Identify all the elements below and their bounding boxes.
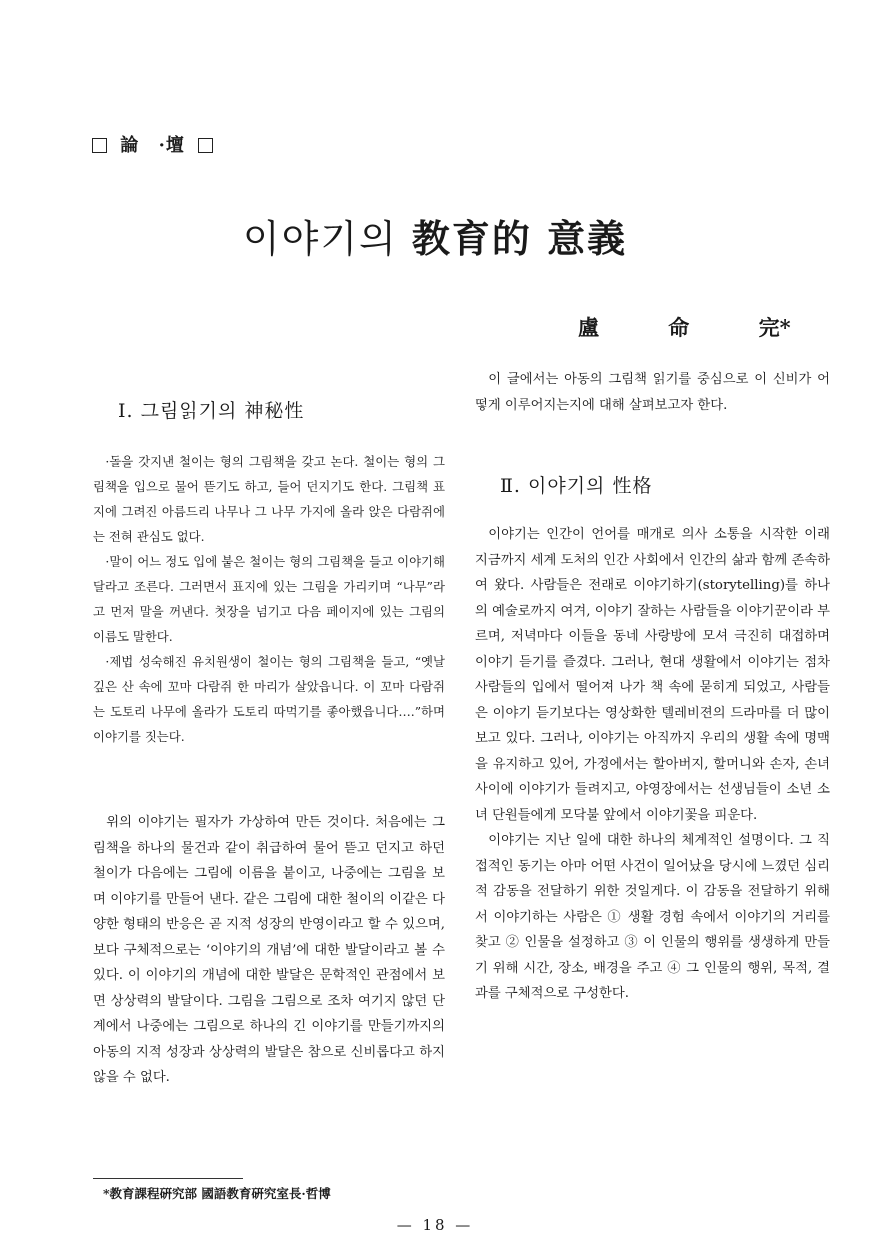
box-icon: [198, 138, 213, 153]
body-paragraph: 이야기는 지난 일에 대한 하나의 체계적인 설명이다. 그 직접적인 동기는 아마 어떤 사건이 일어났을 당시에 느꼈던 심리적 감동을 전달하기 위한 것일게다. 이 감동을 전달하기 위해서 이야기하는 사람은 ① 생활 경험 속에서 이야기의 거리를 찾고 ② 인물을 설정하고 ③ 이 인물의 행위를 생생하게 만들기 위해 시간, 장소, 배경을 주고 ④ 그 인물의 행위, 목적, 결과를 구체적으로 구성한다.: [475, 833, 830, 1001]
footnote-divider: [93, 1178, 243, 1179]
section1-body: [93, 810, 445, 1091]
body-paragraph: 위의 이야기는 필자가 가상하여 만든 것이다. 처음에는 그림책을 하나의 물건과 같이 취급하여 물어 뜯고 던지고 하던 철이가 다음에는 그림에 이름을 붙이고, 나중에는 그림을 보며 이야기를 만들어 낸다. 같은 그림에 대한 철이의 이같은 다양한 형태의 반응은 곧 지적 성장의 반영이라고 할 수 있으며, 보다 구체적으로는 ‘이야기의 개념’에 대한 발달이라고 볼 수 있다. 이 이야기의 개념에 대한 발달은 문학적인 관점에서 보면 상상력의 발달이다. 그림을 그림으로 조차 여기지 않던 단계에서 나중에는 그림으로 하나의 긴 이야기를 만들기까지의 아동의 지적 성장과 상상력의 발달은 참으로 신비롭다고 하지 않을 수 없다.: [93, 815, 445, 1085]
article-title: [0, 208, 870, 263]
section2-heading: Ⅱ. 이야기의 性格: [500, 475, 653, 497]
footnote: *教育課程硏究部 國語教育硏究室長·哲博: [103, 1186, 331, 1201]
section1-heading: Ⅰ. 그림읽기의 神秘性: [118, 400, 305, 422]
section-tag: [92, 131, 213, 157]
body-paragraph: 이 글에서는 아동의 그림책 읽기를 중심으로 이 신비가 어떻게 이루어지는지에 대해 살펴보고자 한다.: [475, 372, 830, 413]
example-paragraph: ·제법 성숙해진 유치원생이 철이는 형의 그림책을 들고, “옛날 깊은 산 속에 꼬마 다람쥐 한 마리가 살았읍니다. 이 꼬마 다람쥐는 도토리 나무에 올라가 도토리 따먹기를 좋아했읍니다….”하며 이야기를 짓는다.: [93, 654, 445, 744]
article-title-part2: 教育的 意義: [411, 216, 628, 261]
example-paragraph: ·돌을 갓지낸 철이는 형의 그림책을 갖고 논다. 철이는 형의 그림책을 입으로 물어 뜯기도 하고, 들어 던지기도 한다. 그림책 표지에 그려진 아름드리 나무나 그 나무 가지에 올라 앉은 다람쥐에는 전혀 관심도 없다.: [93, 454, 445, 544]
body-paragraph: 이야기는 인간이 언어를 매개로 의사 소통을 시작한 이래 지금까지 세계 도처의 인간 사회에서 인간의 삶과 함께 존속하여 왔다. 사람들은 전래로 이야기하기(storytelling)를 하나의 예술로까지 여겨, 이야기 잘하는 사람들을 이야기꾼이라 부르며, 저녁마다 이들을 동네 사랑방에 모셔 극진히 대접하며 이야기 듣기를 즐겼다. 그러나, 현대 생활에서 이야기는 점차 사람들의 입에서 떨어져 나가 책 속에 묻히게 되었고, 사람들은 이야기 듣기보다는 영상화한 텔레비젼의 드라마를 더 많이 보고 있다. 그러나, 이야기는 아직까지 우리의 생활 속에 명맥을 유지하고 있어, 가정에서는 할아버지, 할머니와 손자, 손녀 사이에 이야기가 들려지고, 야영장에서는 선생님들이 소년 소녀 단원들에게 모닥불 앞에서 이야기꽃을 피운다.: [475, 527, 830, 823]
section-tag-word-1: 論: [120, 135, 140, 156]
author-name: 盧 命 完*: [578, 315, 791, 340]
page-number: — 18 —: [396, 1216, 474, 1234]
article-title-part1: 이야기의: [242, 217, 398, 261]
intro-text: [475, 367, 830, 418]
box-icon: [92, 138, 107, 153]
section-tag-word-2: ·壇: [158, 135, 185, 156]
section1-examples: [93, 449, 445, 749]
section2-body: [475, 522, 830, 1007]
example-paragraph: ·말이 어느 정도 입에 붙은 철이는 형의 그림책을 들고 이야기해 달라고 조른다. 그러면서 표지에 있는 그림을 가리키며 “나무”라고 먼저 말을 꺼낸다. 첫장을 넘기고 다음 페이지에 있는 그림의 이름도 말한다.: [93, 554, 445, 644]
